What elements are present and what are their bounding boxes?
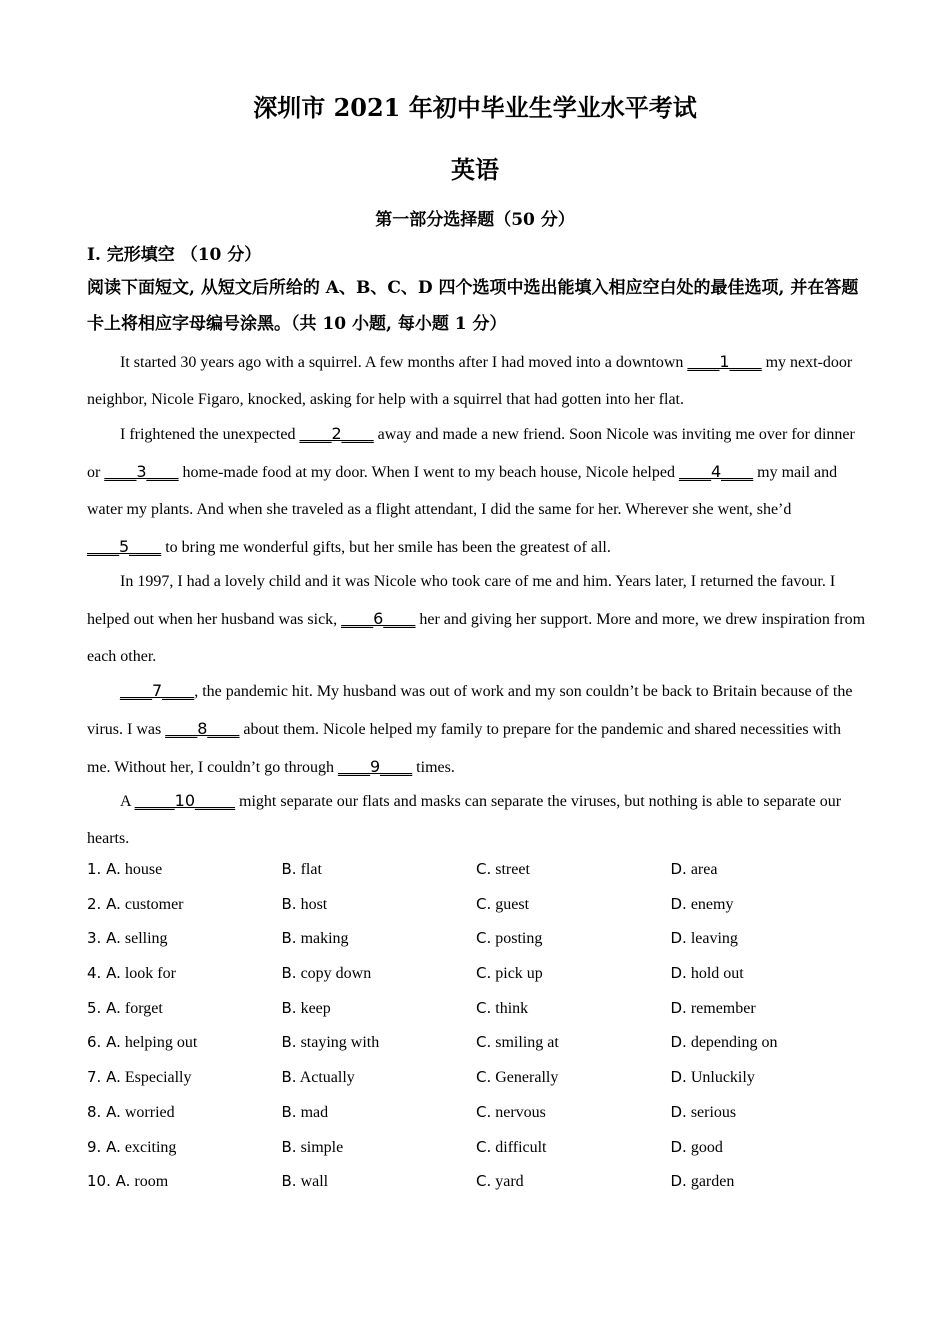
question-number: 7. A. [87,1068,121,1087]
option-a[interactable] [87,852,282,887]
option-letter: C. [476,964,492,983]
passage-paragraph-1 [87,343,867,418]
option-letter: C. [476,894,492,913]
question-number: 4. A. [87,964,121,983]
option-b[interactable] [282,852,477,887]
option-c[interactable] [476,1095,671,1130]
question-number: 6. A. [87,1033,121,1052]
passage-paragraph-2 [87,415,867,566]
option-a[interactable] [87,1095,282,1130]
option-text: helping out [124,1034,198,1052]
question-row [87,1130,867,1165]
option-text: simple [300,1138,344,1156]
option-text: enemy [690,895,734,913]
cloze-passage [87,343,867,857]
option-d[interactable] [671,852,866,887]
option-c[interactable] [476,852,671,887]
option-text: Especially [124,1069,192,1087]
subject-title: 英语 [451,155,499,184]
blank-10: _____10_____ [134,791,236,810]
option-text: area [690,861,718,878]
passage-text: away and made a new friend. Soon Nicole was inviting me over for dinner or [87,426,855,481]
blank-9: ____9____ [337,757,413,776]
option-letter: D. [670,1172,687,1191]
option-text: good [690,1138,723,1156]
option-text: flat [300,861,322,878]
option-d[interactable] [671,1060,866,1095]
blank-2: ____2____ [299,424,374,443]
option-letter: B. [281,894,297,913]
passage-paragraph-5 [87,782,867,857]
passage-text: A [120,793,135,810]
option-text: room [134,1173,169,1191]
option-letter: B. [281,1033,297,1052]
option-c[interactable] [476,887,671,922]
option-letter: C. [476,1033,492,1052]
option-letter: B. [281,1102,297,1121]
question-number: 9. A. [87,1137,121,1156]
option-a[interactable] [87,921,282,956]
option-letter: C. [476,1068,492,1087]
option-c[interactable] [476,991,671,1026]
option-text: smiling at [495,1034,559,1052]
question-options [87,852,867,1199]
question-row [87,1025,867,1060]
option-letter: D. [670,1137,687,1156]
option-letter: D. [670,894,687,913]
option-letter: B. [281,1068,297,1087]
option-text: think [495,999,529,1017]
option-text: worried [124,1103,175,1121]
question-row [87,852,867,887]
option-b[interactable] [282,956,477,991]
option-text: difficult [495,1138,547,1156]
section-heading: I. 完形填空 （10 分） [87,245,262,265]
question-number: 1. A. [87,860,121,878]
option-text: exciting [124,1138,177,1156]
option-letter: D. [670,1033,687,1052]
option-c[interactable] [476,1025,671,1060]
passage-paragraph-3 [87,563,867,675]
option-letter: B. [281,1172,297,1191]
blank-4: ____4____ [678,462,754,481]
option-letter: C. [476,1172,492,1191]
option-b[interactable] [282,1164,477,1199]
passage-paragraph-4 [87,672,867,786]
option-text: nervous [495,1103,546,1121]
option-text: keep [300,999,331,1017]
option-text: posting [495,930,543,948]
option-a[interactable] [87,1060,282,1095]
option-letter: C. [476,1137,492,1156]
option-b[interactable] [282,1095,477,1130]
option-letter: B. [281,998,297,1017]
option-b[interactable] [282,887,477,922]
passage-text: my mail and water my plants. And when she traveled as a flight attendant, I did the same for her. Wherever she went, she’d [87,464,838,518]
question-row [87,1095,867,1130]
option-text: yard [495,1173,524,1191]
option-a[interactable] [87,1025,282,1060]
option-letter: D. [670,929,687,948]
option-b[interactable] [282,1025,477,1060]
option-text: host [300,895,328,913]
option-d[interactable] [671,1095,866,1130]
option-d[interactable] [671,1130,866,1165]
option-letter: C. [476,1102,492,1121]
option-letter: D. [670,1102,687,1121]
question-row [87,1164,867,1199]
option-c[interactable] [476,1164,671,1199]
option-text: house [124,861,163,878]
passage-text: about them. Nicole helped my family to prepare for the pandemic and shared necessities with me. Without her, I couldn’t go through [87,721,841,776]
option-text: forget [124,999,163,1017]
option-b[interactable] [282,1060,477,1095]
passage-text: home-made food at my door. When I went to my beach house, Nicole helped [178,464,679,481]
option-text: remember [690,999,756,1017]
blank-5: ____5____ [87,537,162,556]
option-text: leaving [690,930,738,948]
option-text: street [495,861,530,878]
option-letter: C. [476,929,492,948]
question-number: 8. A. [87,1102,121,1121]
passage-text: her and giving her support. More and more, we drew inspiration from each other. [87,611,866,665]
option-c[interactable] [476,1130,671,1165]
option-b[interactable] [282,1130,477,1165]
question-number: 2. A. [87,894,121,913]
option-d[interactable] [671,956,866,991]
option-a[interactable] [87,1164,282,1199]
option-letter: B. [281,860,297,878]
option-d[interactable] [671,1025,866,1060]
option-a[interactable] [87,956,282,991]
option-letter: B. [281,964,297,983]
blank-3: ____3____ [104,462,179,481]
option-text: guest [495,895,530,913]
option-text: customer [124,895,184,913]
passage-text: times. [412,759,455,776]
part-heading: 第一部分选择题（50 分） [375,210,575,230]
option-text: Unluckily [690,1069,755,1087]
blank-7: ____7____ [120,681,195,700]
option-text: depending on [690,1034,778,1052]
option-d[interactable] [671,1164,866,1199]
option-letter: B. [281,1137,297,1156]
option-letter: B. [281,929,297,948]
option-text: wall [300,1173,329,1191]
option-text: pick up [495,965,543,983]
question-row [87,1060,867,1095]
option-d[interactable] [671,921,866,956]
option-text: Actually [299,1069,355,1087]
question-row [87,956,867,991]
blank-6: ____6____ [341,609,416,628]
exam-title: 深圳市 2021 年初中毕业生学业水平考试 [253,93,697,122]
option-letter: D. [670,860,687,878]
option-b[interactable] [282,991,477,1026]
option-text: selling [124,930,168,948]
option-letter: D. [670,998,687,1017]
question-number: 3. A. [87,929,121,948]
option-c[interactable] [476,1060,671,1095]
option-text: copy down [300,965,372,983]
option-text: hold out [690,965,744,983]
question-number: 10. A. [87,1172,131,1191]
option-text: look for [124,965,176,983]
section-instruction: 阅读下面短文, 从短文后所给的 A、B、C、D 四个选项中选出能填入相应空白处的最佳选项, 并在答题卡上将相应字母编号涂黑。（共 10 小题, 每小题 1 分） [87,278,859,334]
question-number: 5. A. [87,998,121,1017]
option-text: Generally [495,1069,559,1087]
option-b[interactable] [282,921,477,956]
question-row [87,991,867,1026]
option-c[interactable] [476,921,671,956]
passage-text: In 1997, I had a lovely child and it was Nicole who took care of me and him. Years later, I returned the favour. I helped out when her husband was sick, [87,573,836,628]
option-letter: D. [670,1068,687,1087]
option-text: staying with [300,1034,380,1052]
passage-text: to bring me wonderful gifts, but her smile has been the greatest of all. [161,539,611,556]
option-text: making [300,930,349,948]
passage-text: my next-door neighbor, Nicole Figaro, knocked, asking for help with a squirrel that had gotten into her flat. [87,354,853,408]
option-a[interactable] [87,991,282,1026]
passage-text: might separate our flats and masks can separate the viruses, but nothing is able to separate our hearts. [87,793,842,847]
option-d[interactable] [671,991,866,1026]
option-c[interactable] [476,956,671,991]
option-a[interactable] [87,887,282,922]
option-letter: C. [476,860,492,878]
blank-1: ____1____ [687,352,762,371]
option-text: serious [690,1103,737,1121]
passage-text: I frightened the unexpected [120,426,300,443]
option-a[interactable] [87,1130,282,1165]
option-letter: C. [476,998,492,1017]
question-row [87,887,867,922]
option-letter: D. [670,964,687,983]
blank-8: ____8____ [165,719,240,738]
passage-text: It started 30 years ago with a squirrel. A few months after I had moved into a downtown [120,354,688,371]
option-text: garden [690,1173,735,1191]
option-text: mad [300,1103,329,1121]
passage-text: , the pandemic hit. My husband was out of work and my son couldn’t be back to Britain because of the virus. I was [87,683,853,738]
option-d[interactable] [671,887,866,922]
question-row [87,921,867,956]
